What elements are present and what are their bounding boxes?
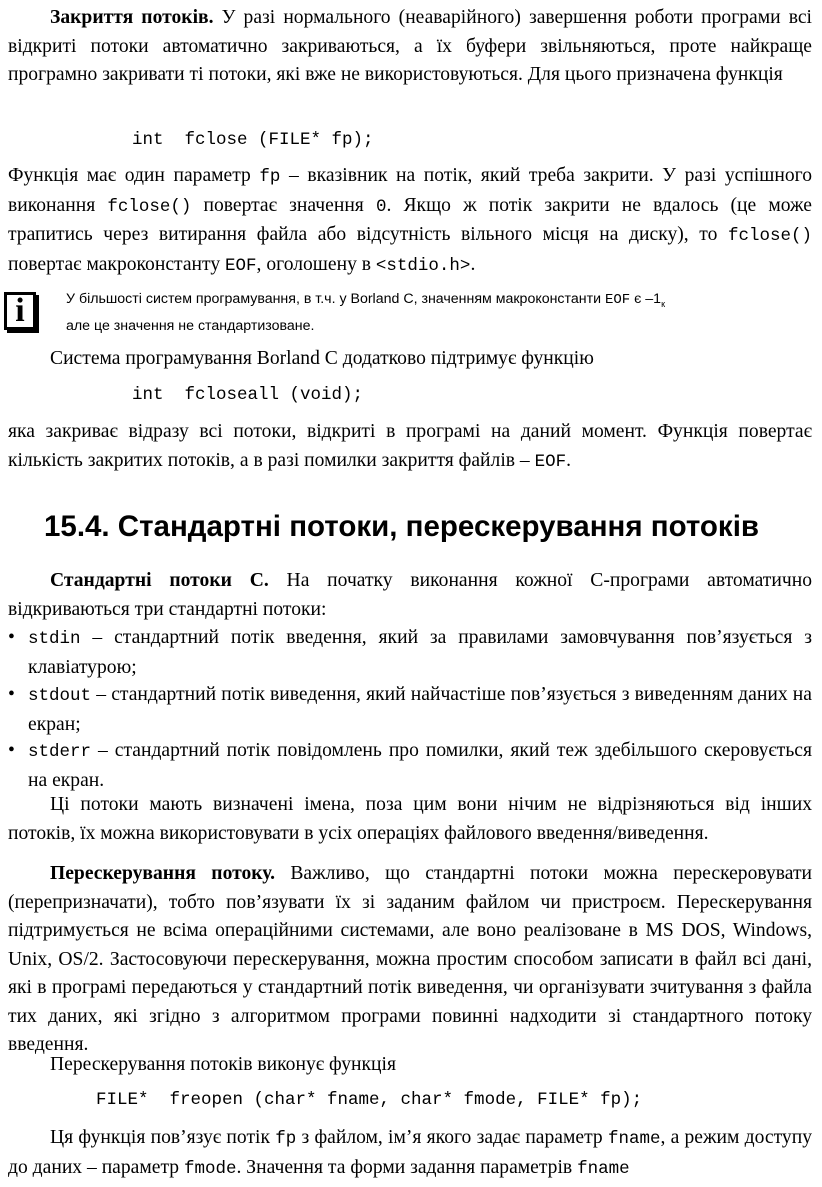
code-zero: 0 [375,196,387,217]
code-fname: fname [577,1158,630,1179]
text-run: . Значення та форми задання параметрів [236,1156,578,1178]
bullet-dot: • [8,740,15,761]
fcloseall-description [8,418,812,476]
text-run: – вказівник на потік, який треба закрити. У разі успішного виконання [8,165,812,216]
borland-paragraph: Система програмування Borland C додатково підтримує функцію [50,348,594,369]
redirect-paragraph [8,860,812,1060]
code-fp: fp [275,1129,297,1149]
code-fclose: int fclose (FILE* fp); [132,130,374,150]
text-run: яка закриває відразу всі потоки, відкриті в програмі на даний момент. Функція повертає кількість закритих потоків, а в разі помилки закриття файлів – [8,421,812,471]
bullet-dot: • [8,627,15,648]
code-fclose-call: fclose() [727,226,812,246]
redirect-heading: Перескерування потоку. [50,863,276,884]
std-streams-heading: Стандартні потоки С. [50,570,269,591]
note-text: є –1 [630,291,662,307]
text-run: Ця функція пов’язує потік [50,1127,276,1148]
code-stdio-h: <stdio.h> [375,255,471,276]
text-run: з файлом, ім’я якого задає параметр [296,1127,608,1148]
closing-paragraph [8,4,812,90]
text-run: . [470,253,476,275]
text-run: . Якщо ж потік закрити не вдалось (це може трапитись через витирання файла або відсутність вільного місця на диску), то [8,194,813,245]
bullet-text: – стандартний потік введення, який за правилами замовчування пов’язується з клавіатурою; [28,627,812,678]
info-icon: i [4,292,36,330]
bullet-text: – стандартний потік повідомлень про помилки, який теж здебільшого скеровується на екран. [28,740,812,791]
code-fname: fname [607,1129,661,1149]
code-fmode: fmode [183,1158,237,1179]
code-eof: EOF [534,451,567,472]
closing-text: У разі нормального (неаварійного) завершення роботи програми всі відкриті потоки автоматично закриваються, а їх буфери звільняються, проте найкраще програмно закривати ті потоки, які вже не використовуються. Для цього призначена функція [8,7,812,85]
code-freopen: FILE* freopen (char* fname, char* fmode, FILE* fp); [96,1090,643,1110]
text-run: . [566,449,572,471]
code-fp: fp [259,167,281,187]
text-run: Функція має один параметр [8,165,260,186]
note-text-line2: але це значення не стандартизоване. [66,317,315,334]
code-stdin: stdin [28,629,81,649]
freopen-description [8,1124,812,1183]
info-note [66,288,814,337]
code-fcloseall: int fcloseall (void); [132,385,364,405]
code-stdout: stdout [28,686,92,706]
text-run: повертає макроконстанту [8,253,226,275]
text-run: , а режим доступу до даних – параметр [8,1127,812,1178]
list-item [8,624,812,682]
redirect-text: Важливо, що стандартні потоки можна перескеровувати (перепризначати), тобто пов’язувати їх зі заданим файлом чи пристроєм. Перескерування підтримується не всіма операційними системами, але воно реалізоване в MS DOS, Windows, Unix, OS/2. Застосовуючи перескерування, можна простим способом записати в файл всі дані, які в програмі передаються у стандартний потік виведення, чи організувати зчитування з файла тих даних, які згідно з алгоритмом програми повинні надходити зі стандартного потоку введення. [8,863,812,1055]
text-run: повертає значення [191,194,376,216]
closing-heading: Закриття потоків. [50,7,214,28]
std-streams-paragraph [8,567,812,624]
list-item [8,681,812,739]
note-text: У більшості систем програмування, в т.ч. у Borland C, значенням макроконстанти [66,291,605,307]
names-paragraph: Ці потоки мають визначені імена, поза цим вони нічим не відрізняються від інших потоків, їх можна використовувати в усіх операціях файлового введення/виведення. [8,794,812,844]
bullet-dot: • [8,684,15,705]
bullet-text: – стандартний потік виведення, який найчастіше пов’язується з виведенням даних на екран; [28,684,812,735]
note-subscript: к [661,298,666,309]
list-item [8,737,812,795]
code-eof: EOF [604,292,631,308]
fclose-description [8,162,812,280]
freopen-intro: Перескерування потоків виконує функція [50,1054,396,1075]
section-title: 15.4. Стандартні потоки, перескерування потоків [44,510,760,543]
code-eof: EOF [225,255,257,276]
code-fclose-call: fclose() [107,196,192,217]
std-streams-text: На початку виконання кожної С-програми автоматично відкриваються три стандартні потоки: [8,570,812,620]
text-run: , оголошену в [256,253,376,275]
code-stderr: stderr [28,742,92,762]
